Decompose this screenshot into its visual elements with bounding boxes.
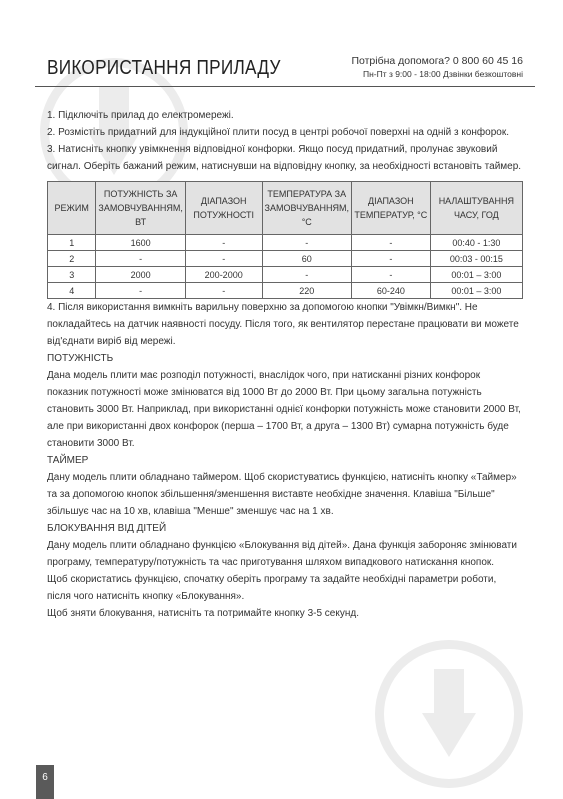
table-cell: - xyxy=(185,235,262,251)
hotline-info xyxy=(351,55,523,79)
table-cell: 00:40 - 1:30 xyxy=(430,235,522,251)
watermark-logo-icon xyxy=(375,640,523,788)
table-row xyxy=(48,267,523,283)
main-content xyxy=(47,107,522,622)
table-cell: 60-240 xyxy=(351,283,430,299)
section-paragraph: Дану модель плити обладнано функцією «Блокування від дітей». Дана функція забороняє змінювати програму, температуру/потужність та час приготування шляхом випадкового натискання кнопок. xyxy=(47,540,517,568)
section-paragraph: Щоб зняти блокування, натисніть та потримайте кнопку 3-5 секунд. xyxy=(47,608,359,619)
step-item: 3. Натисніть кнопку увімкнення відповідної конфорки. Якщо посуд придатний, пролунає звуковий сигнал. Оберіть бажаний режим, натиснувши на відповідну кнопку, за необхідності встановіть таймер. xyxy=(47,144,522,172)
table-cell: 200-2000 xyxy=(185,267,262,283)
modes-table xyxy=(47,181,523,299)
table-row xyxy=(48,283,523,299)
table-header-cell: РЕЖИМ xyxy=(48,182,96,235)
section-paragraph: Дану модель плити обладнано таймером. Щоб скористуватись функцією, натисніть кнопку «Таймер» та за допомогою кнопок збільшення/зменшення виставте необхідне значення. Клавіша "Більше" збільшує час на 10 хв, клавіша "Менше" зменшує час на 1 хв. xyxy=(47,472,517,517)
table-cell: - xyxy=(262,267,351,283)
table-cell: - xyxy=(351,251,430,267)
table-row xyxy=(48,235,523,251)
table-cell: - xyxy=(96,283,185,299)
section-title: ТАЙМЕР xyxy=(47,455,89,466)
table-header-cell: ДІАПАЗОН ПОТУЖНОСТІ xyxy=(185,182,262,235)
table-header-cell: НАЛАШТУВАННЯ ЧАСУ, ГОД xyxy=(430,182,522,235)
hotline-label: Потрібна допомога? xyxy=(351,55,450,67)
hotline-hours: Пн-Пт з 9:00 - 18:00 Дзвінки безкоштовні xyxy=(362,69,523,79)
section-child-lock xyxy=(47,520,522,622)
section-paragraph: Дана модель плити має розподіл потужності, внаслідок чого, при натисканні різних конфорок показник потужності може змінюватся від 1000 Вт до 2000 Вт. При цьому загальна потужність становить 3000 Вт. Наприклад, при використанні однієї конфорки потужність може становити 2000 Вт, але при використанні двох конфорок (перша – 1700 Вт, а друга – 1300 Вт) сумарна потужність буде становити 3000 Вт. xyxy=(47,370,521,449)
page-title: ВИКОРИСТАННЯ ПРИЛАДУ xyxy=(47,57,281,79)
table-cell: - xyxy=(351,235,430,251)
table-cell: 2000 xyxy=(96,267,185,283)
table-cell: - xyxy=(185,251,262,267)
table-header-cell: ДІАПАЗОН ТЕМПЕРАТУР, °С xyxy=(351,182,430,235)
step-item: 4. Після використання вимкніть варильну поверхню за допомогою кнопки "Увімкн/Вимкн". Не покладайтесь на датчик наявності посуду. Після того, як вентилятор перестане працювати ви можете від'єднати виріб від мережі. xyxy=(47,302,519,347)
hotline-number: 0 800 60 45 16 xyxy=(452,55,523,67)
table-cell: - xyxy=(185,283,262,299)
table-cell: 00:01 – 3:00 xyxy=(430,267,522,283)
table-header-row xyxy=(48,182,523,235)
table-cell: 1 xyxy=(48,235,96,251)
table-cell: 1600 xyxy=(96,235,185,251)
table-cell: - xyxy=(351,267,430,283)
header-divider xyxy=(35,86,535,87)
table-cell: 2 xyxy=(48,251,96,267)
section-title: БЛОКУВАННЯ ВІД ДІТЕЙ xyxy=(47,523,167,534)
table-cell: - xyxy=(96,251,185,267)
section-timer xyxy=(47,452,522,520)
section-power xyxy=(47,350,522,452)
table-cell: 4 xyxy=(48,283,96,299)
table-header-cell: ПОТУЖНІСТЬ ЗА ЗАМОВЧУВАННЯМ, ВТ xyxy=(96,182,185,235)
page-number: 6 xyxy=(36,765,54,799)
step-item: 2. Розмістіть придатний для індукційної плити посуд в центрі робочої поверхні на одній з конфорок. xyxy=(47,127,509,138)
table-cell: - xyxy=(262,235,351,251)
section-title: ПОТУЖНІСТЬ xyxy=(47,353,114,364)
step-item: 1. Підключіть прилад до електромережі. xyxy=(47,110,234,121)
table-cell: 60 xyxy=(262,251,351,267)
section-paragraph: Щоб скористатись функцією, спочатку оберіть програму та задайте необхідні параметри роботи, після чого натисніть кнопку «Блокування». xyxy=(47,574,497,602)
steps-list xyxy=(47,107,522,175)
table-row xyxy=(48,251,523,267)
table-cell: 00:01 – 3:00 xyxy=(430,283,522,299)
table-cell: 3 xyxy=(48,267,96,283)
table-cell: 220 xyxy=(262,283,351,299)
table-header-cell: ТЕМПЕРАТУРА ЗА ЗАМОВЧУВАННЯМ, °С xyxy=(262,182,351,235)
watermark-arrow-icon xyxy=(422,669,476,757)
table-cell: 00:03 - 00:15 xyxy=(430,251,522,267)
